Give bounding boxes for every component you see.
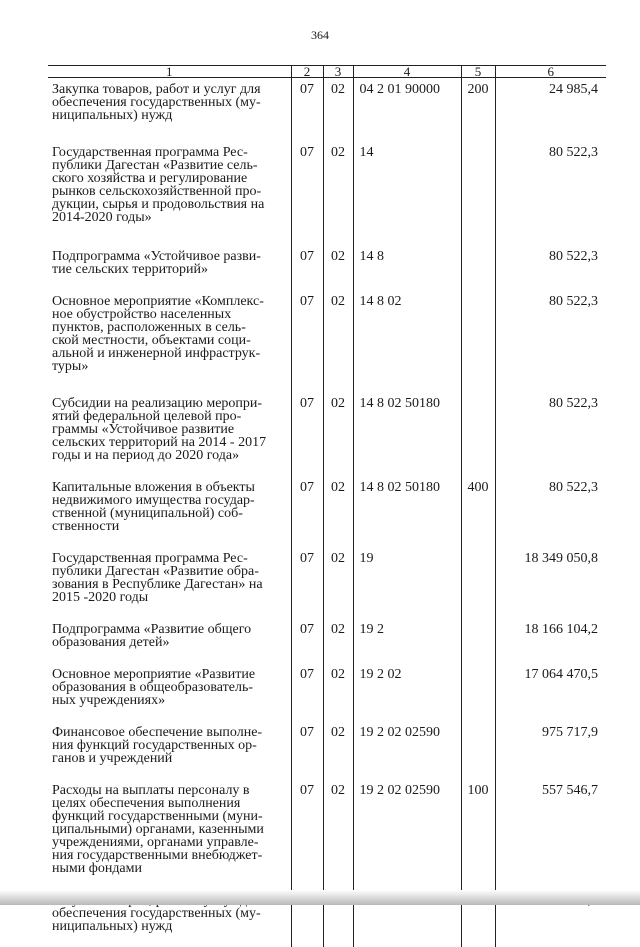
row-target-code: 14 8 02 50180 — [353, 476, 461, 547]
row-target-code: 14 — [353, 141, 461, 245]
row-name: Финансовое обеспечение выполне- ния функций государственных ор- ганов и учреждений — [52, 725, 263, 766]
header-row — [48, 66, 606, 78]
row-section: 07 — [291, 779, 323, 889]
row-name: Основное мероприятие «Развитие образования в общеобразователь- ных учреждениях» — [52, 667, 256, 708]
row-amount: 80 522,3 — [495, 392, 606, 476]
row-subsection: 02 — [323, 663, 353, 721]
row-amount: 18 349 050,8 — [495, 547, 606, 618]
row-amount: 80 522,3 — [495, 476, 606, 547]
row-expense-type — [461, 721, 495, 779]
row-amount: 80 522,3 — [495, 290, 606, 392]
row-subsection: 02 — [323, 78, 353, 142]
row-expense-type — [461, 618, 495, 663]
row-amount: 557 546,7 — [495, 779, 606, 889]
row-amount: 18 166 104,2 — [495, 618, 606, 663]
table-row — [48, 290, 606, 392]
header-col-6: 6 — [495, 66, 606, 78]
row-subsection: 02 — [323, 141, 353, 245]
row-name: обеспечения государственных (му- ниципальных) нужд — [52, 906, 261, 934]
header-col-5: 5 — [461, 66, 495, 78]
table-row — [48, 476, 606, 547]
row-subsection: 02 — [323, 476, 353, 547]
row-section: 07 — [291, 663, 323, 721]
row-expense-type — [461, 290, 495, 392]
row-subsection: 02 — [323, 547, 353, 618]
row-target-code: 19 2 02 02590 — [353, 779, 461, 889]
table-row — [48, 245, 606, 290]
row-name: Государственная программа Рес- публики Дагестан «Развитие сель- ского хозяйства и регулирование рынков сельскохозяйственной про- дукции, сырья и продовольствия на 2014-2020 годы» — [52, 145, 265, 225]
row-expense-type — [461, 392, 495, 476]
header-col-4: 4 — [353, 66, 461, 78]
row-section: 07 — [291, 78, 323, 142]
row-expense-type: 400 — [461, 476, 495, 547]
row-section: 07 — [291, 618, 323, 663]
row-amount: 24 985,4 — [495, 78, 606, 142]
table-row — [48, 547, 606, 618]
row-name: Основное мероприятие «Комплекс- ное обустройство населенных пунктов, расположенных в сель- ской местности, объектами соци- альной и инженерной инфраструк- туры» — [52, 294, 264, 374]
row-expense-type: 100 — [461, 779, 495, 889]
row-section: 07 — [291, 476, 323, 547]
row-name: Закупка товаров, работ и услуг для обеспечения государственных (му- ниципальных) нужд — [52, 82, 261, 123]
row-subsection: 02 — [323, 392, 353, 476]
table-row — [48, 779, 606, 889]
row-section: 07 — [291, 392, 323, 476]
row-section: 07 — [291, 721, 323, 779]
row-subsection: 02 — [323, 721, 353, 779]
table-row — [48, 392, 606, 476]
row-subsection: 02 — [323, 779, 353, 889]
header-col-2: 2 — [291, 66, 323, 78]
row-expense-type — [461, 245, 495, 290]
row-amount: 80 522,3 — [495, 141, 606, 245]
row-name: Подпрограмма «Развитие общего образования детей» — [52, 622, 252, 650]
row-name: Субсидии на реализацию меропри- ятий федеральной целевой про- граммы «Устойчивое развитие сельских территорий на 2014 - 2017 годы и на период до 2020 года» — [52, 396, 267, 463]
row-name: Капитальные вложения в объекты недвижимого имущества государ- ственной (муниципальной) соб- ственности — [52, 480, 255, 534]
row-amount: 975 717,9 — [495, 721, 606, 779]
row-expense-type — [461, 663, 495, 721]
header-col-3: 3 — [323, 66, 353, 78]
row-section: 07 — [291, 141, 323, 245]
row-target-code: 14 8 — [353, 245, 461, 290]
row-section: 07 — [291, 547, 323, 618]
row-target-code: 19 — [353, 547, 461, 618]
row-amount: 80 522,3 — [495, 245, 606, 290]
row-target-code: 19 2 02 — [353, 663, 461, 721]
budget-table — [48, 65, 606, 947]
table-row — [48, 141, 606, 245]
row-subsection: 02 — [323, 618, 353, 663]
row-target-code: 14 8 02 50180 — [353, 392, 461, 476]
row-expense-type: 200 — [461, 78, 495, 142]
row-amount: 17 064 470,5 — [495, 663, 606, 721]
table-row — [48, 618, 606, 663]
row-name: Государственная программа Рес- публики Дагестан «Развитие обра- зования в Республике Дагестан» на 2015 -2020 годы — [52, 551, 263, 605]
scan-bottom-edge — [0, 890, 640, 905]
page-number: 364 — [311, 28, 329, 42]
row-expense-type — [461, 141, 495, 245]
row-section: 07 — [291, 245, 323, 290]
row-subsection: 02 — [323, 245, 353, 290]
table-row — [48, 78, 606, 142]
table-row — [48, 721, 606, 779]
row-target-code: 19 2 — [353, 618, 461, 663]
row-name: Подпрограмма «Устойчивое разви- тие сельских территорий» — [52, 249, 261, 277]
row-section: 07 — [291, 290, 323, 392]
row-expense-type — [461, 547, 495, 618]
row-subsection: 02 — [323, 290, 353, 392]
row-target-code: 04 2 01 90000 — [353, 78, 461, 142]
row-target-code: 19 2 02 02590 — [353, 721, 461, 779]
row-target-code: 14 8 02 — [353, 290, 461, 392]
header-col-1: 1 — [48, 66, 291, 78]
table-row — [48, 663, 606, 721]
row-name: Расходы на выплаты персоналу в целях обеспечения выполнения функций государственными (муни- ципальными) органами, казенными учреждениями, органами управле- ния государственными внебюджет- ными фондами — [52, 783, 264, 876]
